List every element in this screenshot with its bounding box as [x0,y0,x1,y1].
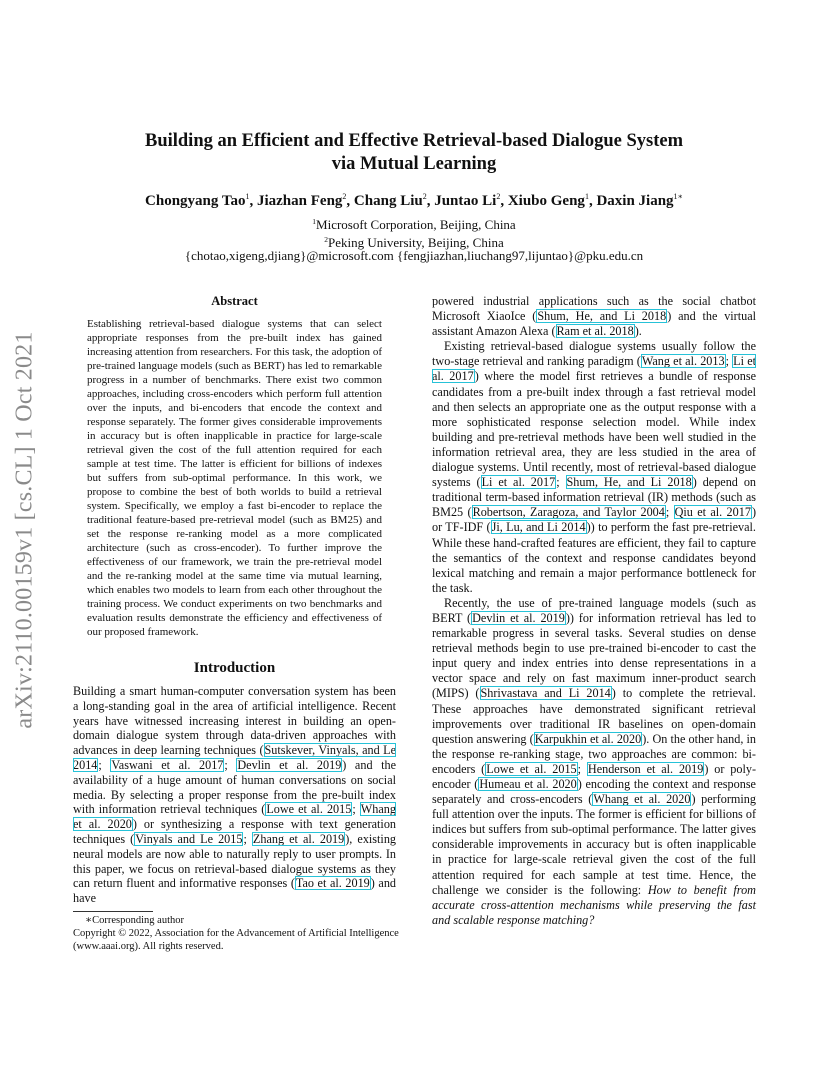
body-text: ; [556,475,566,490]
body-text: Recently, the use of pre-trained language models (such as BERT ( [432,595,756,625]
intro-paragraph-3 [432,596,756,928]
intro-paragraph-1 [73,684,396,906]
body-text: ) or poly-encoder ( [432,761,757,791]
body-text: ; [224,757,237,772]
body-text: ; [98,757,111,772]
body-text: powered industrial applications such as the social chatbot Microsoft XiaoIce ( [432,294,756,324]
right-column [432,294,756,928]
citation-link[interactable]: Ram et al. 2018 [556,324,634,339]
author-mark: 2 [342,192,347,201]
author-emails: {chotao,xigeng,djiang}@microsoft.com {fengjiazhan,liuchang97,lijuntao}@pku.edu.cn [184,248,644,263]
author-name: Daxin Jiang [596,193,674,209]
author-mark: 1∗ [673,192,683,201]
body-text: ) encoding the context and response separately and cross-encoders ( [432,777,756,807]
citation-link[interactable]: Shum, He, and Li 2018 [537,309,667,324]
body-text: ) performing full attention over the inputs. The former is efficient for billions of indices but suffers from sub-optimal performance. The latter gives considerable improvements in accuracy but is often inapplicable in practice for large-scale retrieval given the cost of the full attention required for each sample at test time. Hence, the challenge we consider is the following: [432,792,756,897]
citation-link[interactable]: Shum, He, and Li 2018 [566,475,692,490]
body-text: Building a smart human-computer conversation system has been a long-standing goal in the area of artificial intelligence. Recent years have witnessed increasing interest in building an open-domain dialogue system through data-driven approaches with advances in deep learning techniques ( [73,684,396,758]
body-text: ). On the other hand, in the response re-ranking stage, two approaches are common: bi-encoders ( [432,731,756,776]
body-text: ) where the model first retrieves a bundle of response candidates from a pre-built index through a fast retrieval model and then selects an appropriate one as the output response with a more sophisticated response selection model. While index building and pre-retrieval methods have been well studied in the information retrieval area, they are less studied in the area of dialogue systems. Until recently, most of retrieval-based dialogue systems ( [432,369,756,490]
author-name: Jiazhan Feng [256,193,343,209]
affiliation-1 [60,213,768,233]
citation-link[interactable]: Whang et al. 2020 [593,792,691,807]
intro-paragraph-1-continued [432,294,756,339]
copyright-notice: Copyright © 2022, Association for the Advancement of Artificial Intelligence (www.aaai.org). All rights reserved. [73,928,399,952]
title-line-2: via Mutual Learning [331,154,497,174]
author-name: Chang Liu [353,193,423,209]
arxiv-identifier: arXiv:2110.00159v1 [cs.CL] 1 Oct 2021 [11,331,38,729]
body-text: ) and have [73,876,397,906]
citation-link[interactable]: Lowe et al. 2015 [486,761,577,776]
citation-link[interactable]: Devlin et al. 2019 [237,757,342,772]
body-text: ) and the virtual assistant Amazon Alexa ( [432,309,757,339]
author-mark: 1 [584,192,589,201]
body-text: ; [352,802,360,817]
citation-link[interactable]: Vinyals and Le 2015 [135,831,243,846]
author-name: Chongyang Tao [145,193,246,209]
citation-link[interactable]: Robertson, Zaragoza, and Taylor 2004 [472,505,665,520]
citation-link[interactable]: Henderson et al. 2019 [587,761,704,776]
citation-link[interactable]: Karpukhin et al. 2020 [534,731,642,746]
body-text: ; [243,831,252,846]
introduction-heading: Introduction [193,660,276,676]
body-text: )) for information retrieval has led to remarkable progress in several tasks. Several studies on dense retrieval methods begin to use pre-trained bi-encoder to cast the input query and index entries into dense representations in a vector space and rely on fast maximum inner-product search (MIPS) ( [432,610,756,701]
left-column [73,684,396,906]
body-text: ) or TF-IDF ( [432,505,756,535]
abstract-heading: Abstract [211,294,258,308]
affiliation-mark: 2 [324,235,328,244]
affiliation-text: Microsoft Corporation, Beijing, China [316,217,516,232]
citation-link[interactable]: Shrivastava and Li 2014 [480,686,611,701]
author-mark: 1 [245,192,250,201]
intro-paragraph-2 [432,339,756,596]
affiliation-text: Peking University, Beijing, China [328,235,504,250]
body-text: ) to complete the retrieval. These approaches have demonstrated significant retrieval improvements over traditional IR baselines on open-domain question answering ( [432,686,756,746]
citation-link[interactable]: Sutskever, Vinyals, and Le 2014 [73,743,396,772]
author-name: Juntao Li [434,193,497,209]
body-text: ) or synthesizing a response with text generation techniques ( [73,817,397,846]
author-name: Xiubo Geng [507,193,585,209]
corresponding-author-note: ∗Corresponding author [85,915,184,926]
body-text: )) to perform the fast pre-retrieval. While these hand-crafted features are efficient, they fail to capture the semantics of the context and response candidates beyond lexical matching and remain a major performance bottleneck for the task. [432,520,756,595]
author-mark: 2 [496,192,501,201]
paper-title [60,130,768,176]
italic-text: How to benefit from accurate cross-attention mechanisms while preserving the fast and scalable response matching? [432,882,756,927]
citation-link[interactable]: Lowe et al. 2015 [266,802,352,817]
citation-link[interactable]: Li et al. 2017 [481,475,556,490]
footnote [73,914,403,953]
citation-link[interactable]: Ji, Lu, and Li 2014 [491,520,586,535]
title-line-1: Building an Efficient and Effective Retrieval-based Dialogue System [144,131,684,151]
author-list: Chongyang Tao$^1$, Jiazhan Feng$^2$, Chang Liu$^2$, Juntao Li$^2$, Xiubo Geng$^1$, Daxin Jiang$^{1∗}$ [145,192,683,209]
citation-link[interactable]: Vaswani et al. 2017 [111,757,224,772]
citation-link[interactable]: Li et al. 2017 [432,354,756,384]
author-mark: 2 [422,192,427,201]
citation-link[interactable]: Zhang et al. 2019 [252,831,345,846]
citation-link[interactable]: Tao et al. 2019 [295,876,370,891]
body-text: Existing retrieval-based dialogue systems usually follow the two-stage retrieval and ranking paradigm ( [432,339,756,369]
body-text: ; [665,505,674,520]
footnote-rule [73,911,153,912]
citation-link[interactable]: Whang et al. 2020 [73,802,396,832]
affiliation-mark: 1 [312,217,317,226]
citation-link[interactable]: Qiu et al. 2017 [674,505,751,520]
body-text: ) and the availability of a huge amount of human conversations on social media. By selecting a proper response from the pre-built index with information retrieval techniques ( [73,757,397,817]
body-text: ; [725,354,733,369]
citation-link[interactable]: Devlin et al. 2019 [472,610,565,625]
citation-link[interactable]: Humeau et al. 2020 [479,777,577,791]
body-text: ). [634,324,642,339]
abstract-text: Establishing retrieval-based dialogue systems that can select appropriate responses from the pre-built index has gained increasing attention from researchers. For this task, the adoption of pre-trained language models (such as BERT) has led to remarkable progress in a number of benchmarks. There exist two common approaches, including cross-encoders which perform full attention over the inputs, and bi-encoders that encode the context and response separately. The former gives considerable improvements in accuracy but is often inapplicable in practice for large-scale retrieval given the cost of the full attention required for each sample at test time. The latter is efficient for billions of indexes but suffers from sub-optimal performance. In this work, we propose to combine the best of both worlds to build a retrieval system. Specifically, we employ a fast bi-encoder to replace the traditional feature-based pre-retrieval model (such as BM25) and set the response re-ranking model as a more complicated architecture (such as cross-encoder). To further improve the effectiveness of our framework, we train the pre-retrieval model and the re-ranking model at the same time via mutual learning, which enables two models to learn from each other throughout the training process. We conduct experiments on two benchmarks and evaluation results demonstrate the efficiency and effectiveness of our proposed framework. [87,318,382,638]
body-text: ) depend on traditional term-based information retrieval (IR) methods (such as BM25 ( [432,475,757,520]
body-text: ), existing neural models are now able to naturally reply to user prompts. In this paper, we focus on retrieval-based dialogue systems as they can return fluent and informative responses ( [73,831,397,891]
citation-link[interactable]: Wang et al. 2013 [641,354,725,369]
body-text: ; [577,761,587,776]
arxiv-sidebar [5,300,45,760]
